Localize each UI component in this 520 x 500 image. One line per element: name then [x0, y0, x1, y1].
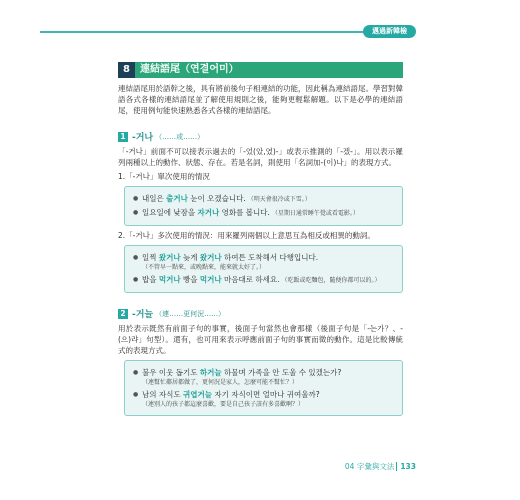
highlighted-ending: 왔거나: [158, 253, 181, 262]
example-translation: （吃飯或吃麵包，隨便你都可以的。）: [281, 277, 381, 284]
page-number: 133: [396, 462, 416, 471]
bullet-icon: ●: [133, 195, 139, 202]
sentence-segment: 마음대로 하세요.: [221, 275, 280, 284]
subsection-2-note: （連……更何況……）: [155, 309, 226, 318]
sentence-segment: 영화를 봅니다.: [219, 208, 270, 217]
example-box-1: [124, 186, 403, 226]
sentence-segment: 불우 이웃 돕기도: [142, 368, 200, 377]
bullet-icon: ●: [133, 391, 139, 398]
page-footer: [345, 461, 416, 472]
sentence-segment: 남의 자식도: [142, 390, 183, 399]
bullet-icon: ●: [133, 209, 139, 216]
subsection-1-case-2: 2.「-거나」多次使用的情況：用來羅列兩個以上意思互為相反或相異的動詞。: [118, 231, 375, 240]
example-item: [133, 252, 395, 272]
section-number: 8: [118, 62, 135, 78]
subsection-1-paragraph: 「-거나」前面不可以接表示過去的「-었(았,였)-」或表示推測的「-겠-」。用以表示羅列兩種以上的動作、狀態、存在。若是名詞，則使用「名詞加-(이)나」的表現方式。: [118, 147, 403, 167]
sentence-segment: 눈이 오겠습니다.: [187, 194, 246, 203]
highlighted-ending: 자거나: [197, 208, 220, 217]
page-content: [118, 62, 403, 420]
example-translation: （不管早一點來，或晚點來，能來就太好了。）: [142, 264, 266, 271]
subsection-2-paragraph: 用於表示既然有前面子句的事實，後面子句當然也會那樣（後面子句是「-는가？、-(으)랴」句型）。還有，也可用來表示呼應前面子句的事實而徵的動作。這是比較傳統式的表現方式。: [118, 324, 403, 355]
highlighted-ending: 먹거나: [199, 275, 222, 284]
bullet-icon: ●: [133, 369, 139, 376]
example-item: [133, 389, 395, 409]
example-box-3: [124, 360, 403, 416]
highlighted-ending: 왔거나: [199, 253, 222, 262]
bullet-icon: ●: [133, 276, 139, 283]
subsection-1-heading: [118, 130, 403, 143]
highlighted-ending: 하거늘: [199, 368, 222, 377]
example-item: [133, 274, 395, 286]
example-sentence: [142, 207, 395, 219]
example-sentence: [142, 389, 395, 409]
header-tag: 邁過新韓檢: [363, 25, 416, 38]
section-banner: [118, 62, 403, 78]
highlighted-ending: 먹거나: [158, 275, 181, 284]
subsection-1-case-1: 1.「-거나」單次使用的情況: [118, 172, 210, 181]
subsection-2-number: 2: [118, 309, 128, 319]
example-sentence: [142, 193, 395, 205]
footer-chapter: 04 字彙與文法: [344, 462, 395, 471]
example-translation: （連幫忙鄰居都做了，更何況是家人，怎麼可能不幫忙？）: [142, 379, 299, 386]
example-sentence: [142, 252, 395, 272]
section-intro: 連結語尾用於語幹之後，具有將前後句子相連結的功能，因此稱為連結語尾。學習對韓語各式各樣的連結語尾並了解使用規則之後，能夠更輕鬆解題。以下是必學的連結語尾，使用例句能快速熟悉各式各樣的連結語尾。: [118, 84, 403, 115]
example-sentence: [142, 274, 395, 286]
sentence-segment: 하여튼 도착해서 다행입니다.: [221, 253, 319, 262]
sentence-segment: 빵을: [180, 275, 200, 284]
sentence-segment: 내일은: [142, 194, 167, 203]
section-title: 連結語尾（연결어미）: [135, 62, 403, 78]
example-translation: （星期日通常睡午覺或看電影。）: [271, 210, 359, 217]
example-item: [133, 193, 395, 205]
example-item: [133, 207, 395, 219]
example-box-2: [124, 245, 403, 293]
example-translation: （連別人的孩子都這麼喜歡，要是自己孩子該有多喜歡啊？）: [142, 401, 305, 408]
sentence-segment: 일요일에 낮잠을: [142, 208, 198, 217]
highlighted-ending: 귀엽거늘: [183, 390, 212, 399]
subsection-1-note: （……或……）: [155, 132, 205, 141]
subsection-2-title: -거늘: [132, 310, 154, 320]
sentence-segment: 자기 자식이면 얼마나 귀여울까?: [211, 390, 320, 399]
header-rule: [40, 31, 402, 33]
example-sentence: [142, 367, 395, 387]
example-item: [133, 367, 395, 387]
bullet-icon: ●: [133, 254, 139, 261]
subsection-2-heading: [118, 307, 403, 320]
example-translation: （明天會很冷或下雪。）: [247, 196, 311, 203]
sentence-segment: 하물며 가족을 안 도울 수 있겠는가?: [221, 368, 342, 377]
subsection-1-number: 1: [118, 132, 128, 142]
sentence-segment: 일찍: [142, 253, 159, 262]
subsection-1-title: -거나: [132, 133, 154, 143]
highlighted-ending: 출거나: [166, 194, 188, 203]
sentence-segment: 밥을: [142, 275, 159, 284]
sentence-segment: 늦게: [180, 253, 200, 262]
